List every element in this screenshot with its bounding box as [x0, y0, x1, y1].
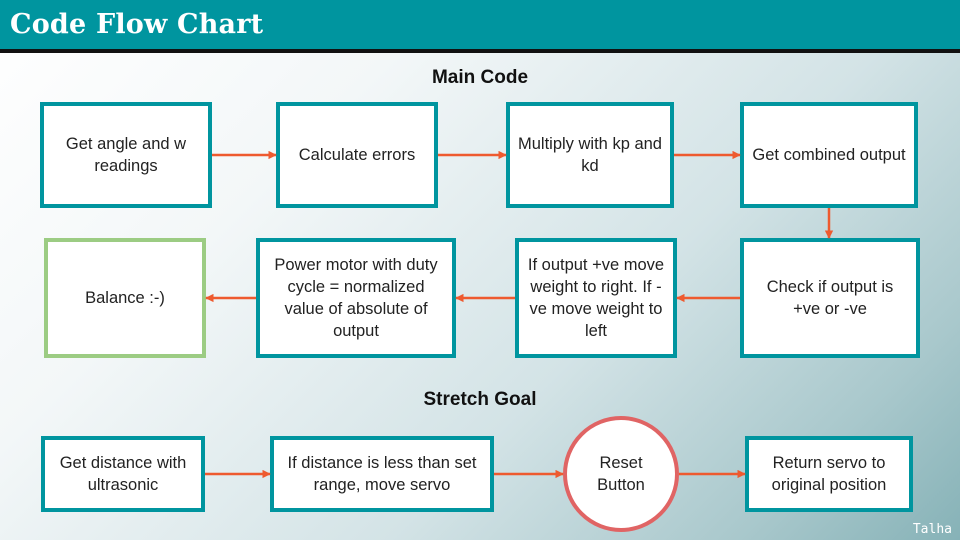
- node-calculate-errors: Calculate errors: [276, 102, 438, 208]
- node-balance: Balance :-): [44, 238, 206, 358]
- node-combined-output: Get combined output: [740, 102, 918, 208]
- node-reset-button: Reset Button: [563, 416, 679, 532]
- section-title-stretch-goal: Stretch Goal: [423, 389, 537, 410]
- section-title-main-code: Main Code: [431, 67, 529, 88]
- page-title: Code Flow Chart: [10, 9, 264, 40]
- node-check-distance: If distance is less than set range, move servo: [270, 436, 494, 512]
- node-power-motor: Power motor with duty cycle = normalized value of absolute of output: [256, 238, 456, 358]
- node-get-distance: Get distance with ultrasonic: [41, 436, 205, 512]
- node-check-sign: Check if output is +ve or -ve: [740, 238, 920, 358]
- author-signature: Talha: [912, 522, 952, 537]
- node-return-servo: Return servo to original position: [745, 436, 913, 512]
- node-move-weight: If output +ve move weight to right. If -ve move weight to left: [515, 238, 677, 358]
- node-multiply-gains: Multiply with kp and kd: [506, 102, 674, 208]
- node-get-readings: Get angle and w readings: [40, 102, 212, 208]
